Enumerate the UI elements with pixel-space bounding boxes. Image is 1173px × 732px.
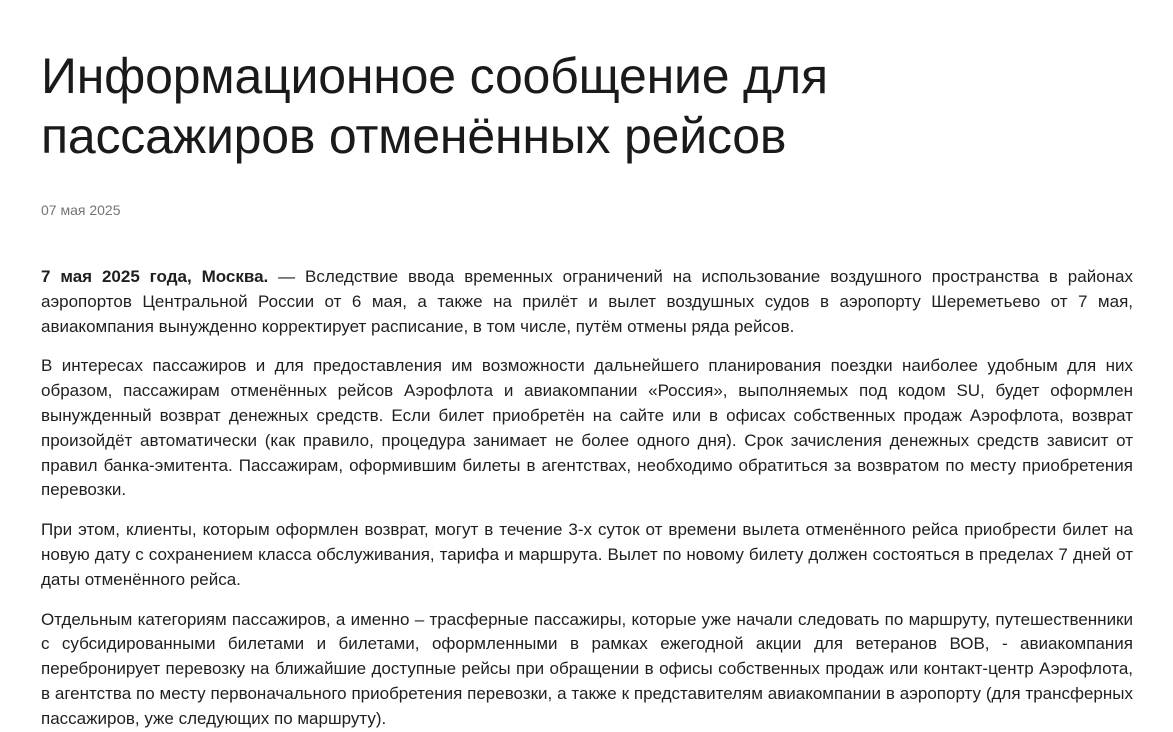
paragraph-2: В интересах пассажиров и для предоставления им возможности дальнейшего планирования поездки наиболее удобным для них образом, пассажирам отменённых рейсов Аэрофлота и авиакомпании «Россия», выполняемых под кодом SU, будет оформлен вынужденный возврат денежных средств. Если билет приобретён на сайте или в офисах собственных продаж Аэрофлота, возврат произойдёт автоматически (как правило, процедура занимает не более одного дня). Срок зачисления денежных средств зависит от правил банка-эмитента. Пассажирам, оформившим билеты в агентствах, необходимо обратиться за возвратом по месту приобретения перевозки. — [41, 356, 1133, 500]
article-title-line-2: пассажиров отменённых рейсов — [41, 108, 787, 164]
article-title-line-1: Информационное сообщение для — [41, 48, 828, 104]
article-date: 07 мая 2025 — [41, 202, 121, 218]
paragraph-1-text: — Вследствие ввода временных ограничений на использование воздушного пространства в районах аэропортов Центральной России от 6 мая, а также на прилёт и вылет воздушных судов в аэропорту Шереметьево от 7 мая, авиакомпания вынужденно корректирует расписание, в том числе, путём отмены ряда рейсов. — [41, 267, 1133, 336]
article-title — [41, 0, 1133, 166]
paragraph-4: Отдельным категориям пассажиров, а именно – трасферные пассажиры, которые уже начали следовать по маршруту, путешественники с субсидированными билетами и билетами, оформленными в рамках ежегодной акции для ветеранов ВОВ, - авиакомпания перебронирует перевозку на ближайшие доступные рейсы при обращении в офисы собственных продаж или контакт-центр Аэрофлота, в агентства по месту первоначального приобретения перевозки, а также к представителям авиакомпании в аэропорту (для трансферных пассажиров, уже следующих по маршруту). — [41, 609, 1133, 728]
paragraph-3: При этом, клиенты, которым оформлен возврат, могут в течение 3-х суток от времени вылета отменённого рейса приобрести билет на новую дату с сохранением класса обслуживания, тарифа и маршрута. Вылет по новому билету должен состояться в пределах 7 дней от даты отменённого рейса. — [41, 520, 1133, 589]
paragraph-1-lead: 7 мая 2025 года, Москва. — [41, 267, 269, 286]
paragraph-1 — [41, 265, 1133, 339]
article-body — [41, 265, 1133, 732]
